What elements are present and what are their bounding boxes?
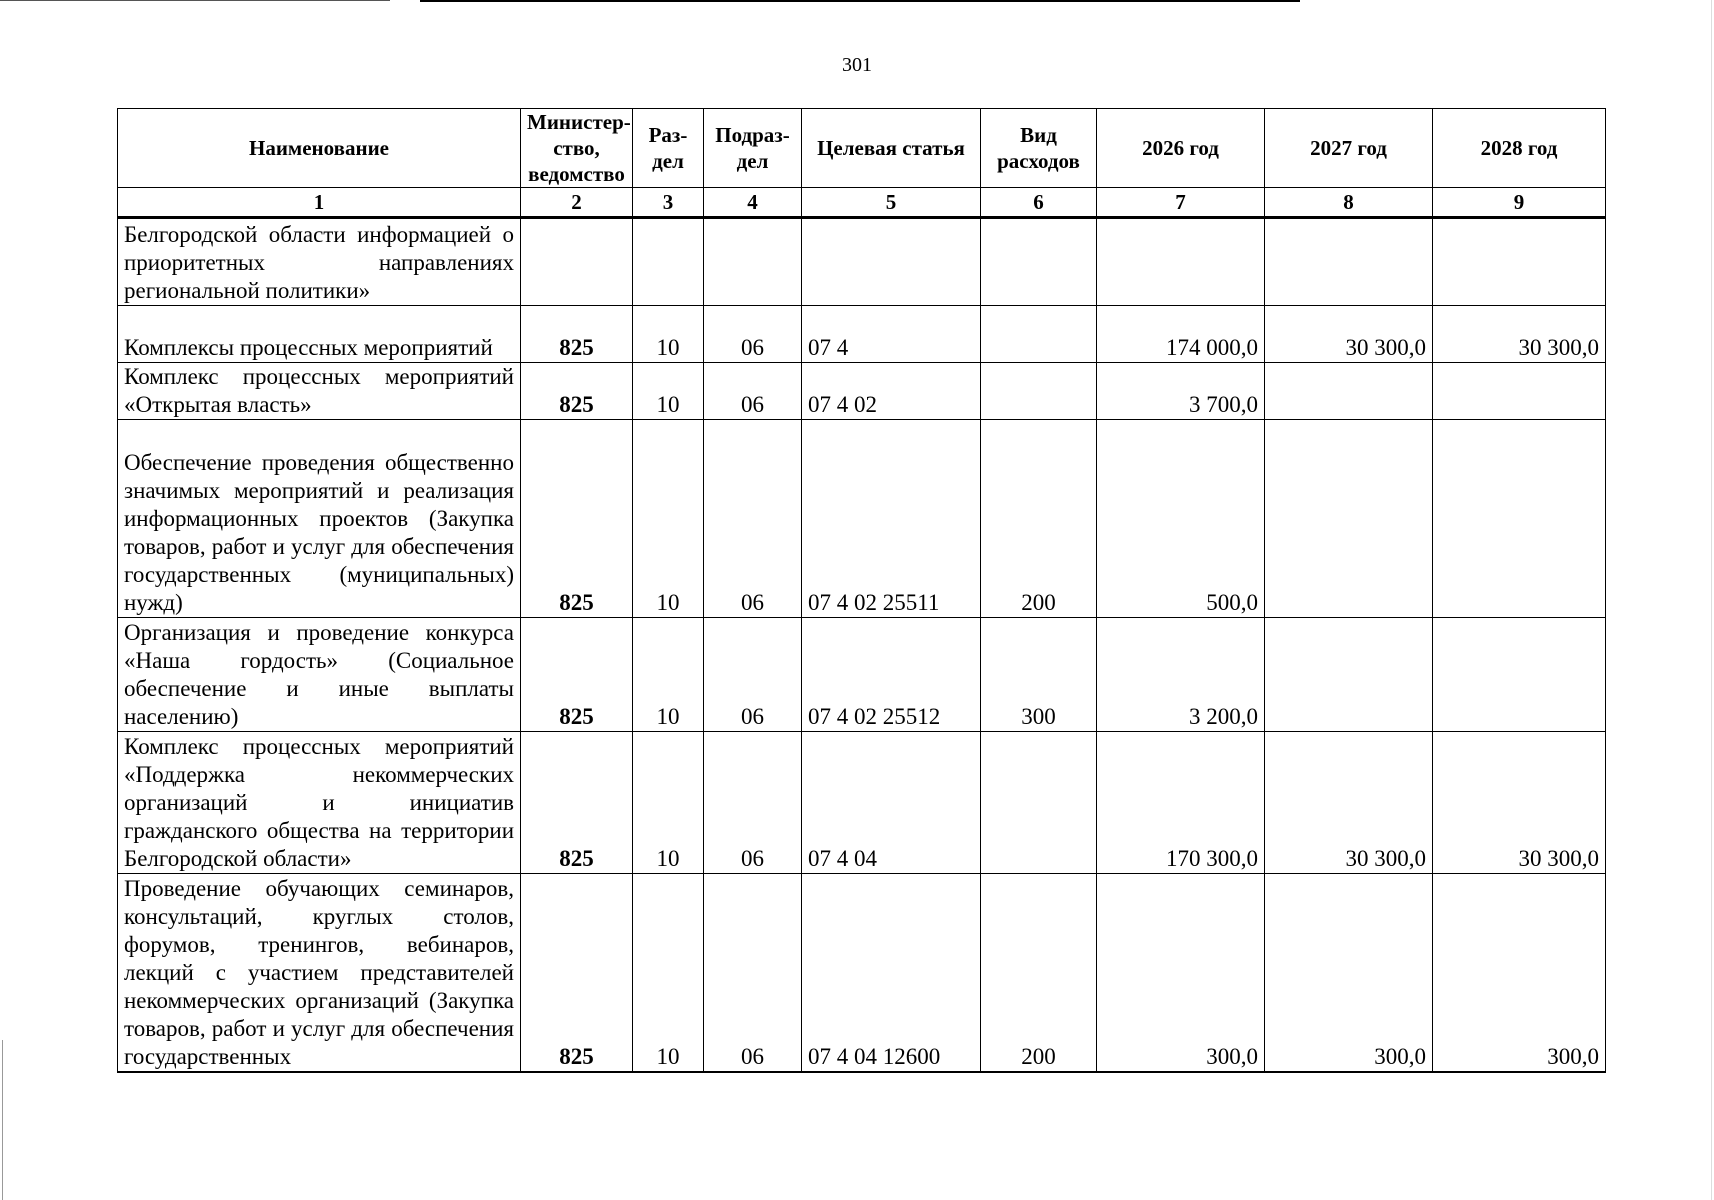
row-2028: 30 300,0 bbox=[1433, 732, 1606, 874]
column-number: 3 bbox=[633, 188, 704, 218]
header-name: Наименование bbox=[118, 109, 521, 188]
column-number: 9 bbox=[1433, 188, 1606, 218]
row-target: 07 4 bbox=[802, 306, 981, 363]
row-section bbox=[633, 218, 704, 306]
row-expense-type: 200 bbox=[981, 874, 1097, 1072]
scan-artifact-line bbox=[0, 0, 390, 1]
column-number: 4 bbox=[704, 188, 802, 218]
row-subsection: 06 bbox=[704, 420, 802, 618]
row-subsection: 06 bbox=[704, 874, 802, 1072]
header-2027: 2027 год bbox=[1265, 109, 1433, 188]
column-number: 7 bbox=[1097, 188, 1265, 218]
row-ministry: 825 bbox=[521, 874, 633, 1072]
row-2027 bbox=[1265, 218, 1433, 306]
row-section: 10 bbox=[633, 618, 704, 732]
table-row bbox=[118, 420, 1606, 618]
column-number: 6 bbox=[981, 188, 1097, 218]
row-2027: 300,0 bbox=[1265, 874, 1433, 1072]
row-section: 10 bbox=[633, 420, 704, 618]
header-subsection: Подраз-дел bbox=[704, 109, 802, 188]
row-name: Проведение обучающих семинаров, консультаций, круглых столов, форумов, тренингов, вебинаров, лекций с участием представителей некоммерческих организаций (Закупка товаров, работ и услуг для обеспечения государственных bbox=[118, 874, 521, 1072]
row-target bbox=[802, 218, 981, 306]
column-number: 2 bbox=[521, 188, 633, 218]
row-ministry: 825 bbox=[521, 732, 633, 874]
row-name: Комплекс процессных мероприятий «Поддержка некоммерческих организаций и инициатив гражданского общества на территории Белгородской области» bbox=[118, 732, 521, 874]
row-expense-type bbox=[981, 363, 1097, 420]
row-section: 10 bbox=[633, 363, 704, 420]
budget-table bbox=[117, 108, 1606, 1073]
table-header-row bbox=[118, 109, 1606, 188]
table-row bbox=[118, 363, 1606, 420]
row-2026: 500,0 bbox=[1097, 420, 1265, 618]
header-expense-type: Вид расходов bbox=[981, 109, 1097, 188]
row-2028 bbox=[1433, 218, 1606, 306]
row-expense-type bbox=[981, 732, 1097, 874]
row-expense-type: 200 bbox=[981, 420, 1097, 618]
row-2026: 300,0 bbox=[1097, 874, 1265, 1072]
header-ministry: Министер-ство, ведомство bbox=[521, 109, 633, 188]
table-row bbox=[118, 218, 1606, 306]
column-number-row bbox=[118, 188, 1606, 218]
page-number: 301 bbox=[842, 54, 872, 76]
row-section: 10 bbox=[633, 306, 704, 363]
row-ministry: 825 bbox=[521, 306, 633, 363]
row-2027 bbox=[1265, 420, 1433, 618]
row-2028: 300,0 bbox=[1433, 874, 1606, 1072]
header-2026: 2026 год bbox=[1097, 109, 1265, 188]
row-expense-type bbox=[981, 218, 1097, 306]
row-2027 bbox=[1265, 618, 1433, 732]
row-2027 bbox=[1265, 363, 1433, 420]
row-2026 bbox=[1097, 218, 1265, 306]
row-2028 bbox=[1433, 363, 1606, 420]
row-2026: 3 700,0 bbox=[1097, 363, 1265, 420]
row-2028 bbox=[1433, 420, 1606, 618]
row-subsection bbox=[704, 218, 802, 306]
scan-artifact-edge bbox=[2, 1040, 3, 1200]
table-row bbox=[118, 732, 1606, 874]
row-2028 bbox=[1433, 618, 1606, 732]
row-subsection: 06 bbox=[704, 306, 802, 363]
scan-artifact-edge bbox=[1711, 0, 1712, 1200]
row-2028: 30 300,0 bbox=[1433, 306, 1606, 363]
row-name: Комплексы процессных мероприятий bbox=[118, 306, 521, 363]
table-row bbox=[118, 874, 1606, 1072]
row-ministry bbox=[521, 218, 633, 306]
column-number: 1 bbox=[118, 188, 521, 218]
row-target: 07 4 02 bbox=[802, 363, 981, 420]
header-2028: 2028 год bbox=[1433, 109, 1606, 188]
row-name: Комплекс процессных мероприятий «Открытая власть» bbox=[118, 363, 521, 420]
row-ministry: 825 bbox=[521, 363, 633, 420]
row-2027: 30 300,0 bbox=[1265, 306, 1433, 363]
column-number: 8 bbox=[1265, 188, 1433, 218]
row-name: Организация и проведение конкурса «Наша гордость» (Социальное обеспечение и иные выплаты населению) bbox=[118, 618, 521, 732]
row-2026: 174 000,0 bbox=[1097, 306, 1265, 363]
table-row bbox=[118, 306, 1606, 363]
row-target: 07 4 04 12600 bbox=[802, 874, 981, 1072]
row-2026: 3 200,0 bbox=[1097, 618, 1265, 732]
header-target: Целевая статья bbox=[802, 109, 981, 188]
header-section: Раз-дел bbox=[633, 109, 704, 188]
scan-artifact-line bbox=[420, 0, 1300, 2]
row-target: 07 4 02 25511 bbox=[802, 420, 981, 618]
row-expense-type: 300 bbox=[981, 618, 1097, 732]
row-subsection: 06 bbox=[704, 618, 802, 732]
row-subsection: 06 bbox=[704, 363, 802, 420]
row-expense-type bbox=[981, 306, 1097, 363]
row-section: 10 bbox=[633, 874, 704, 1072]
row-name: Обеспечение проведения общественно значимых мероприятий и реализация информационных проектов (Закупка товаров, работ и услуг для обеспечения государственных (муниципальных) нужд) bbox=[118, 420, 521, 618]
row-name: Белгородской области информацией о приоритетных направлениях региональной политики» bbox=[118, 218, 521, 306]
row-ministry: 825 bbox=[521, 420, 633, 618]
table-row bbox=[118, 618, 1606, 732]
row-target: 07 4 02 25512 bbox=[802, 618, 981, 732]
row-section: 10 bbox=[633, 732, 704, 874]
row-2026: 170 300,0 bbox=[1097, 732, 1265, 874]
column-number: 5 bbox=[802, 188, 981, 218]
row-2027: 30 300,0 bbox=[1265, 732, 1433, 874]
row-ministry: 825 bbox=[521, 618, 633, 732]
row-target: 07 4 04 bbox=[802, 732, 981, 874]
row-subsection: 06 bbox=[704, 732, 802, 874]
